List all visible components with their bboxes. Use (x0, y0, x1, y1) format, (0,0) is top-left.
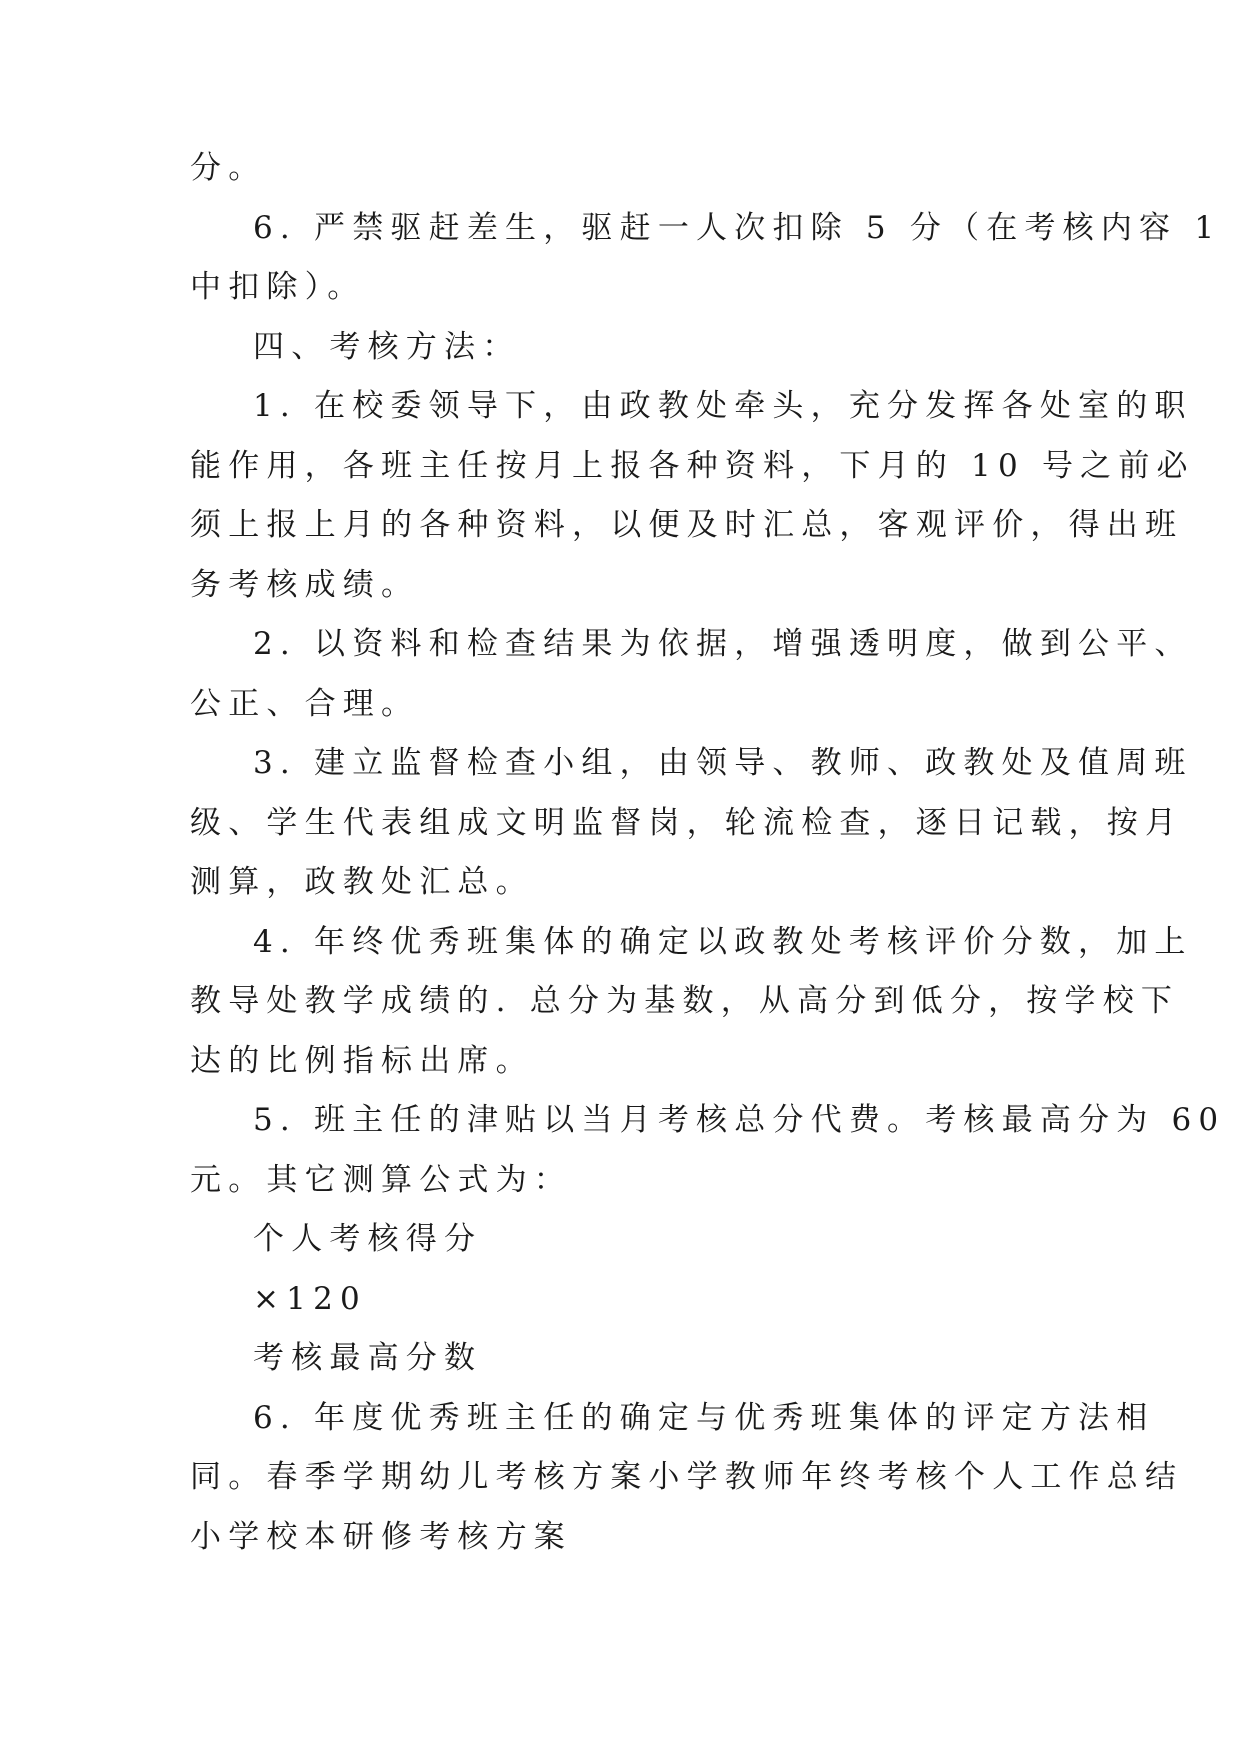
text-line: 能作用，各班主任按月上报各种资料，下月的 10 号之前必 (190, 448, 1195, 484)
text-line: 须上报上月的各种资料，以便及时汇总，客观评价，得出班 (190, 507, 1184, 543)
text-line: 6. 严禁驱赶差生，驱赶一人次扣除 5 分（在考核内容 1 (253, 210, 1222, 246)
text-line: 测算，政教处汇总。 (190, 864, 534, 900)
formula-multiplier: ×120 (253, 1281, 367, 1317)
text-line: 3. 建立监督检查小组，由领导、教师、政教处及值周班 (253, 745, 1193, 781)
text-line: 元。其它测算公式为： (190, 1162, 572, 1198)
text-line: 达的比例指标出席。 (190, 1043, 534, 1079)
text-line: 级、学生代表组成文明监督岗，轮流检查，逐日记载，按月 (190, 805, 1184, 841)
text-line: 中扣除）。 (190, 269, 366, 305)
text-line: 同。春季学期幼儿考核方案小学教师年终考核个人工作总结 (190, 1459, 1184, 1495)
text-line: 6. 年度优秀班主任的确定与优秀班集体的评定方法相 (253, 1400, 1155, 1436)
text-line: 4. 年终优秀班集体的确定以政教处考核评价分数，加上 (253, 924, 1193, 960)
formula-denominator: 考核最高分数 (253, 1340, 483, 1376)
text-line: 教导处教学成绩的. 总分为基数，从高分到低分，按学校下 (190, 983, 1180, 1019)
section-heading: 四、考核方法： (253, 329, 521, 365)
text-line: 务考核成绩。 (190, 567, 420, 603)
text-line: 公正、合理。 (190, 686, 420, 722)
formula-numerator: 个人考核得分 (253, 1221, 483, 1257)
text-line: 5. 班主任的津贴以当月考核总分代费。考核最高分为 60 (253, 1102, 1226, 1138)
text-line: 1. 在校委领导下，由政教处牵头，充分发挥各处室的职 (253, 388, 1193, 424)
text-line: 2. 以资料和检查结果为依据，增强透明度，做到公平、 (253, 626, 1193, 662)
text-line: 分。 (190, 150, 267, 186)
text-line: 小学校本研修考核方案 (190, 1519, 572, 1555)
